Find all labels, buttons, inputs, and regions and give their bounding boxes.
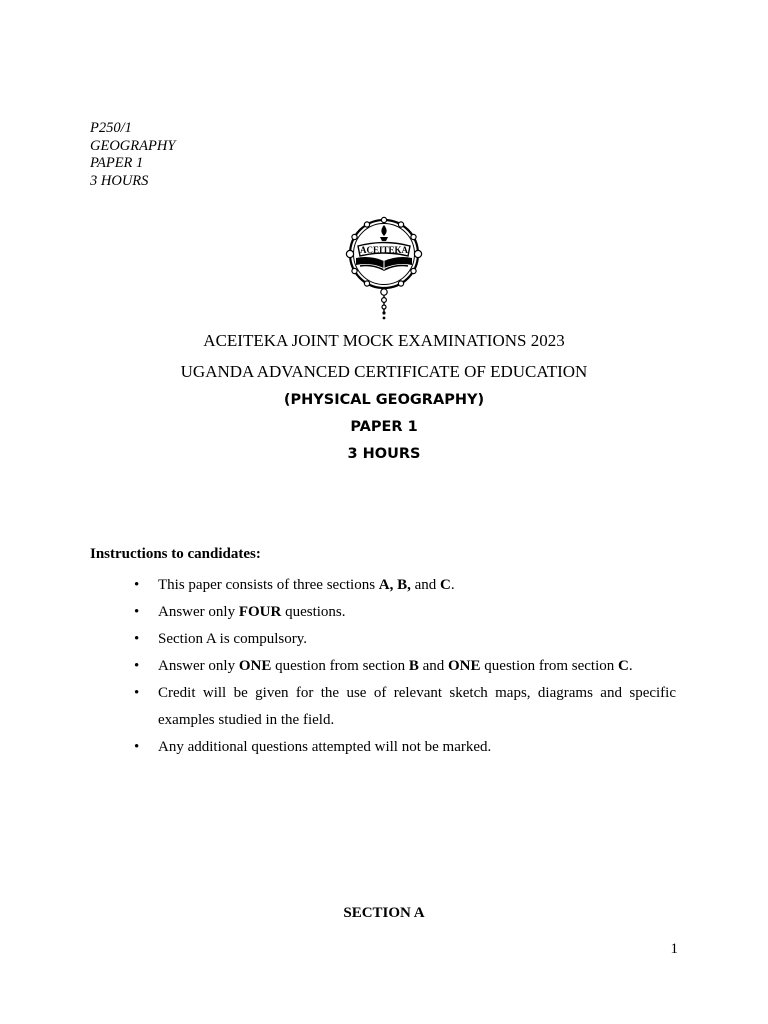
instruction-fragment: This paper consists of three sections (158, 577, 379, 593)
page-number: 1 (670, 941, 678, 957)
paper-subject: GEOGRAPHY (90, 137, 176, 154)
paper-duration: 3 HOURS (90, 172, 149, 189)
instruction-fragment: question from section (271, 658, 409, 674)
bullet-icon: • (134, 685, 140, 701)
instruction-item (90, 653, 676, 680)
instruction-item (90, 626, 676, 653)
bullet-icon: • (134, 631, 140, 647)
instruction-fragment: Any additional questions attempted will not be marked. (158, 739, 492, 755)
instruction-fragment: and (418, 658, 449, 674)
paper-number: PAPER 1 (90, 155, 144, 171)
instruction-item (90, 680, 676, 734)
instruction-emphasis: FOUR (238, 604, 282, 620)
instruction-emphasis: ONE (238, 658, 272, 674)
instruction-fragment: Answer only (158, 658, 239, 674)
certificate-title: UGANDA ADVANCED CERTIFICATE OF EDUCATION (180, 362, 588, 381)
paper-subtitle: (PHYSICAL GEOGRAPHY) (283, 392, 485, 408)
instruction-text (158, 680, 676, 734)
instruction-fragment: . (450, 577, 455, 593)
instruction-fragment: and (410, 577, 441, 593)
instructions-list (90, 572, 676, 761)
duration-label: 3 HOURS (347, 446, 421, 462)
bullet-icon: • (134, 604, 140, 620)
instruction-emphasis: C (618, 658, 629, 674)
instruction-fragment: Section A is compulsory. (158, 631, 308, 647)
instruction-text (158, 572, 676, 599)
instruction-text (158, 599, 676, 626)
instruction-text (158, 734, 676, 761)
instruction-emphasis: A, B, (378, 577, 411, 593)
bullet-icon: • (134, 739, 140, 755)
aceiteka-crest-logo (336, 212, 432, 324)
instruction-item (90, 572, 676, 599)
paper-header (90, 120, 175, 190)
instruction-fragment: questions. (281, 604, 346, 620)
instruction-emphasis: B (408, 658, 419, 674)
instruction-emphasis: ONE (448, 658, 481, 674)
bullet-icon: • (134, 658, 140, 674)
bullet-icon: • (134, 577, 140, 593)
instruction-fragment: Credit will be given for the use of relevant sketch maps, diagrams and specific examples studied in the field. (158, 685, 676, 728)
instruction-fragment: . (628, 658, 633, 674)
paper-code: P250/1 (90, 120, 132, 136)
instruction-item (90, 734, 676, 761)
instruction-fragment: question from section (480, 658, 619, 674)
exam-title: ACEITEKA JOINT MOCK EXAMINATIONS 2023 (203, 331, 565, 350)
instruction-fragment: Answer only (158, 604, 239, 620)
instructions-heading: Instructions to candidates: (90, 546, 261, 562)
instruction-text (158, 626, 676, 653)
instruction-item (90, 599, 676, 626)
logo-text: ACEITEKA (359, 245, 409, 255)
paper-label: PAPER 1 (350, 419, 418, 435)
instruction-emphasis: C (440, 577, 451, 593)
section-heading: SECTION A (343, 905, 425, 921)
instruction-text (158, 653, 676, 680)
